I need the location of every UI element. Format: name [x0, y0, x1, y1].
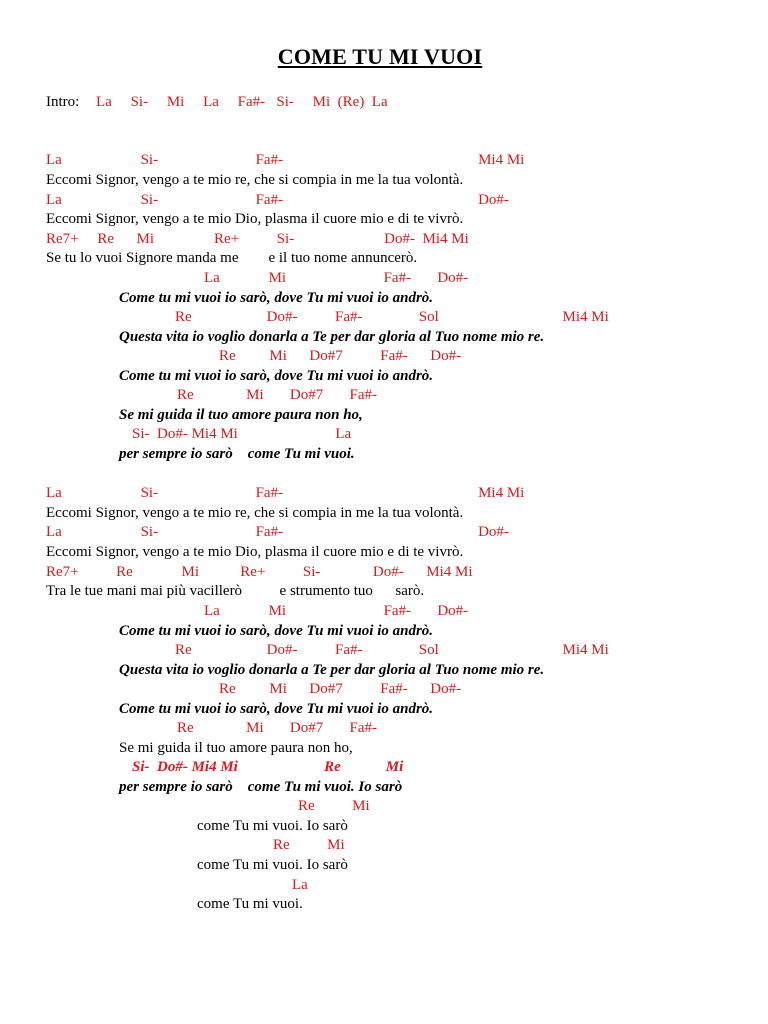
chord-line: La Si- Fa#- Mi4 Mi: [46, 152, 525, 168]
chord-line: Re7+ Re Mi Re+ Si- Do#- Mi4 Mi: [46, 231, 469, 247]
chorus-line: Questa vita io voglio donarla a Te per dar gloria al Tuo nome mio re.: [119, 662, 545, 678]
chorus-line: Come tu mi vuoi io sarò, dove Tu mi vuoi io andrò.: [119, 368, 434, 384]
chorus-line: Come tu mi vuoi io sarò, dove Tu mi vuoi io andrò.: [119, 701, 434, 717]
chord-line: La: [292, 877, 308, 893]
chord-line: Re Mi Do#7 Fa#-: [177, 387, 377, 403]
chorus-line: Se mi guida il tuo amore paura non ho,: [119, 407, 363, 423]
chord-line: Re7+ Re Mi Re+ Si- Do#- Mi4 Mi: [46, 564, 473, 580]
chorus-line: Questa vita io voglio donarla a Te per dar gloria al Tuo nome mio re.: [119, 329, 545, 345]
chord-line: La Mi Fa#- Do#-: [204, 603, 469, 619]
chord-line: Re Mi Do#7 Fa#-: [177, 720, 377, 736]
lyric-line: come Tu mi vuoi. Io sarò: [197, 857, 348, 873]
chord-line: Re Mi Do#7 Fa#- Do#-: [219, 681, 462, 697]
chord-line: Re Mi: [298, 798, 370, 814]
chord-line: Re Do#- Fa#- Sol Mi4 Mi: [175, 642, 609, 658]
chord-line: Re Mi Do#7 Fa#- Do#-: [219, 348, 462, 364]
song-title: COME TU MI VUOI: [277, 44, 483, 69]
intro-label: Intro:: [46, 94, 80, 110]
lyric-line: Eccomi Signor, vengo a te mio Dio, plasma il cuore mio e di te vivrò.: [46, 211, 464, 227]
lyric-line: Eccomi Signor, vengo a te mio re, che si compia in me la tua volontà.: [46, 505, 464, 521]
chord-line: La Si- Fa#- Do#-: [46, 192, 509, 208]
chord-line: Si- Do#- Mi4 Mi Re Mi: [132, 759, 404, 775]
chord-line: La Si- Fa#- Do#-: [46, 524, 509, 540]
chord-line: Si- Do#- Mi4 Mi La: [132, 426, 352, 442]
chord-line: Re Mi: [273, 837, 345, 853]
chorus-line: per sempre io sarò come Tu mi vuoi.: [119, 446, 355, 462]
lyric-line: come Tu mi vuoi.: [197, 896, 303, 912]
lyric-line: come Tu mi vuoi. Io sarò: [197, 818, 348, 834]
intro-chords: La Si- Mi La Fa#- Si- Mi (Re) La: [96, 94, 388, 110]
lyric-line: Eccomi Signor, vengo a te mio re, che si compia in me la tua volontà.: [46, 172, 464, 188]
lyric-line: Eccomi Signor, vengo a te mio Dio, plasma il cuore mio e di te vivrò.: [46, 544, 464, 560]
lyric-line: Se tu lo vuoi Signore manda me e il tuo nome annuncerò.: [46, 250, 418, 266]
chord-line: La Si- Fa#- Mi4 Mi: [46, 485, 525, 501]
chord-line: Re Do#- Fa#- Sol Mi4 Mi: [175, 309, 609, 325]
chorus-line: Come tu mi vuoi io sarò, dove Tu mi vuoi io andrò.: [119, 290, 434, 306]
lyric-line: Se mi guida il tuo amore paura non ho,: [119, 740, 353, 756]
chorus-line: Come tu mi vuoi io sarò, dove Tu mi vuoi io andrò.: [119, 623, 434, 639]
chorus-line: per sempre io sarò come Tu mi vuoi. Io sarò: [119, 779, 403, 795]
lyric-line: Tra le tue mani mai più vacillerò e strumento tuo sarò.: [46, 583, 425, 599]
chord-line: La Mi Fa#- Do#-: [204, 270, 469, 286]
